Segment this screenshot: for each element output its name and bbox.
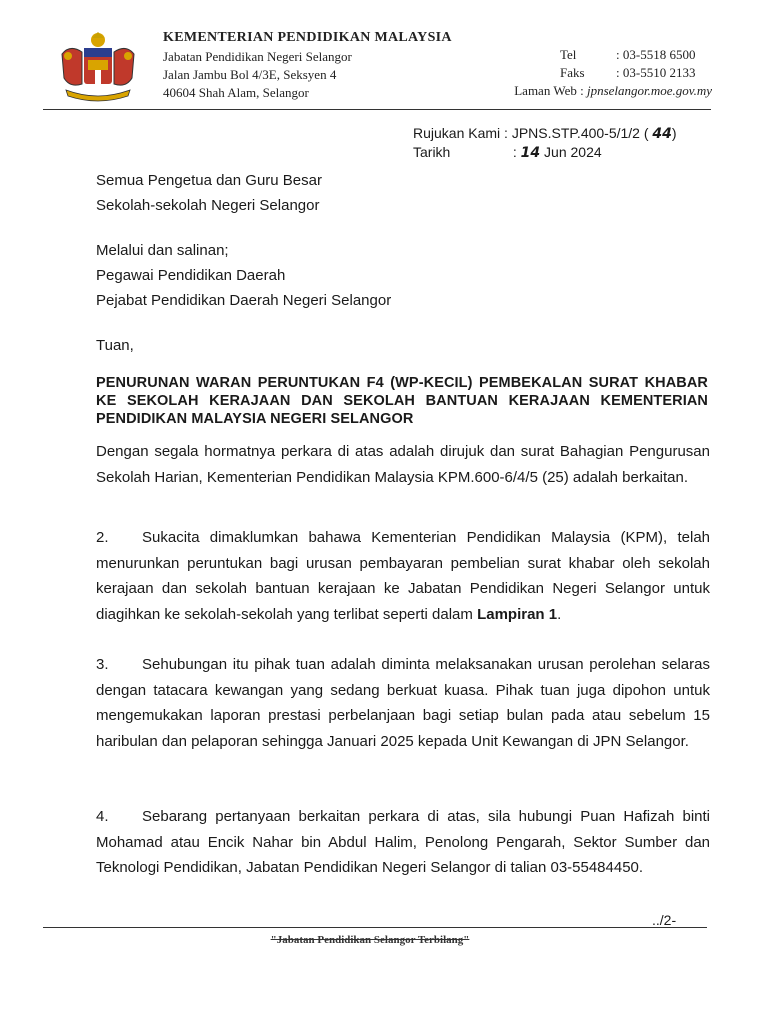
- organization-name: KEMENTERIAN PENDIDIKAN MALAYSIA: [163, 30, 452, 45]
- rujukan-label: Rujukan Kami: [413, 125, 501, 141]
- tel-value: : 03-5518 6500: [616, 47, 696, 62]
- web-label: Laman Web :: [514, 83, 584, 98]
- coat-of-arms-icon: [52, 30, 144, 102]
- paragraph-4: [96, 804, 710, 881]
- tarikh-label: Tarikh: [413, 144, 451, 160]
- fax-label: Faks: [560, 65, 585, 80]
- address-line: Jalan Jambu Bol 4/3E, Seksyen 4: [163, 67, 337, 82]
- paragraph-number: 2.: [96, 529, 109, 546]
- tarikh-month-year: Jun 2024: [544, 144, 602, 160]
- salutation: Tuan,: [96, 337, 134, 354]
- paragraph-3: [96, 652, 710, 754]
- copy-line: Pegawai Pendidikan Daerah: [96, 267, 286, 284]
- header-divider: [43, 109, 711, 110]
- paragraph-number: 4.: [96, 808, 109, 825]
- letter-subject: PENURUNAN WARAN PERUNTUKAN F4 (WP-KECIL) PEMBEKALAN SURAT KHABAR KE SEKOLAH KERAJAAN DAN SEKOLAH BANTUAN KERAJAAN KEMENTERIAN PENDIDIKAN MALAYSIA NEGERI SELANGOR: [96, 375, 708, 427]
- paragraph-text: Sebarang pertanyaan berkaitan perkara di atas, sila hubungi Puan Hafizah binti Mohamad atau Encik Nahar bin Abdul Halim, Penolong Pengarah, Sektor Sumber dan Teknologi Pendidikan, Jabatan Pendidikan Negeri Selangor di talian 03-55484450.: [96, 808, 710, 876]
- letterhead-address: [163, 30, 452, 102]
- recipient-block: [96, 168, 322, 218]
- rujukan-value: : JPNS.STP.400-5/1/2 (: [504, 125, 649, 141]
- paragraph-number: 3.: [96, 656, 109, 673]
- rujukan-close: ): [671, 125, 677, 141]
- tel-label: Tel: [560, 47, 577, 62]
- copy-block: [96, 238, 391, 313]
- rujukan-row: [413, 124, 677, 143]
- web-value: jpnselangor.moe.gov.my: [586, 83, 712, 98]
- rujukan-handwritten: 44: [652, 126, 672, 142]
- web-row: [514, 82, 712, 100]
- copy-line: Melalui dan salinan;: [96, 242, 229, 259]
- page-marker: ../2-: [652, 912, 677, 928]
- address-line: 40604 Shah Alam, Selangor: [163, 85, 309, 100]
- fax-value: : 03-5510 2133: [616, 65, 696, 80]
- recipient-line: Semua Pengetua dan Guru Besar: [96, 172, 322, 189]
- paragraph-1: Dengan segala hormatnya perkara di atas adalah dirujuk dan surat Bahagian Pengurusan Sekolah Harian, Kementerian Pendidikan Malaysia KPM.600-6/4/5 (25) adalah berkaitan.: [96, 443, 710, 486]
- paragraph-text: Sehubungan itu pihak tuan adalah diminta melaksanakan urusan perolehan selaras dengan tatacara kewangan yang sedang berkuat kuasa. Pihak tuan juga dipohon untuk mengemukakan laporan prestasi perbelanjaan bagi setiap bulan pada atau sebelum 15 haribulan dan pelaporan sehingga Januari 2025 kepada Unit Kewangan di JPN Selangor.: [96, 656, 710, 750]
- reference-block: [413, 124, 677, 162]
- recipient-line: Sekolah-sekolah Negeri Selangor: [96, 197, 320, 214]
- tarikh-row: [413, 143, 677, 162]
- letterhead-contacts: [514, 46, 712, 100]
- footer-motto: "Jabatan Pendidikan Selangor Terbilang": [270, 934, 470, 946]
- paragraph-text: Sukacita dimaklumkan bahawa Kementerian Pendidikan Malaysia (KPM), telah menurunkan peruntukan bagi urusan pembayaran pembelian surat khabar oleh sekolah kerajaan dan sekolah bantuan kerajaan ke Jabatan Pendidikan Negeri Selangor untuk diagihkan ke sekolah-sekolah yang terlibat seperti dalam: [96, 529, 710, 623]
- footer-divider: [43, 927, 707, 928]
- address-line: Jabatan Pendidikan Negeri Selangor: [163, 49, 352, 64]
- tarikh-day-handwritten: 14: [520, 145, 541, 161]
- copy-line: Pejabat Pendidikan Daerah Negeri Selangor: [96, 292, 392, 309]
- fax-row: [514, 64, 712, 82]
- paragraph-end: .: [557, 605, 562, 623]
- tel-row: [514, 46, 712, 64]
- paragraph-2: [96, 525, 710, 627]
- tarikh-colon: :: [512, 144, 517, 160]
- lampiran-reference: Lampiran 1: [477, 605, 558, 623]
